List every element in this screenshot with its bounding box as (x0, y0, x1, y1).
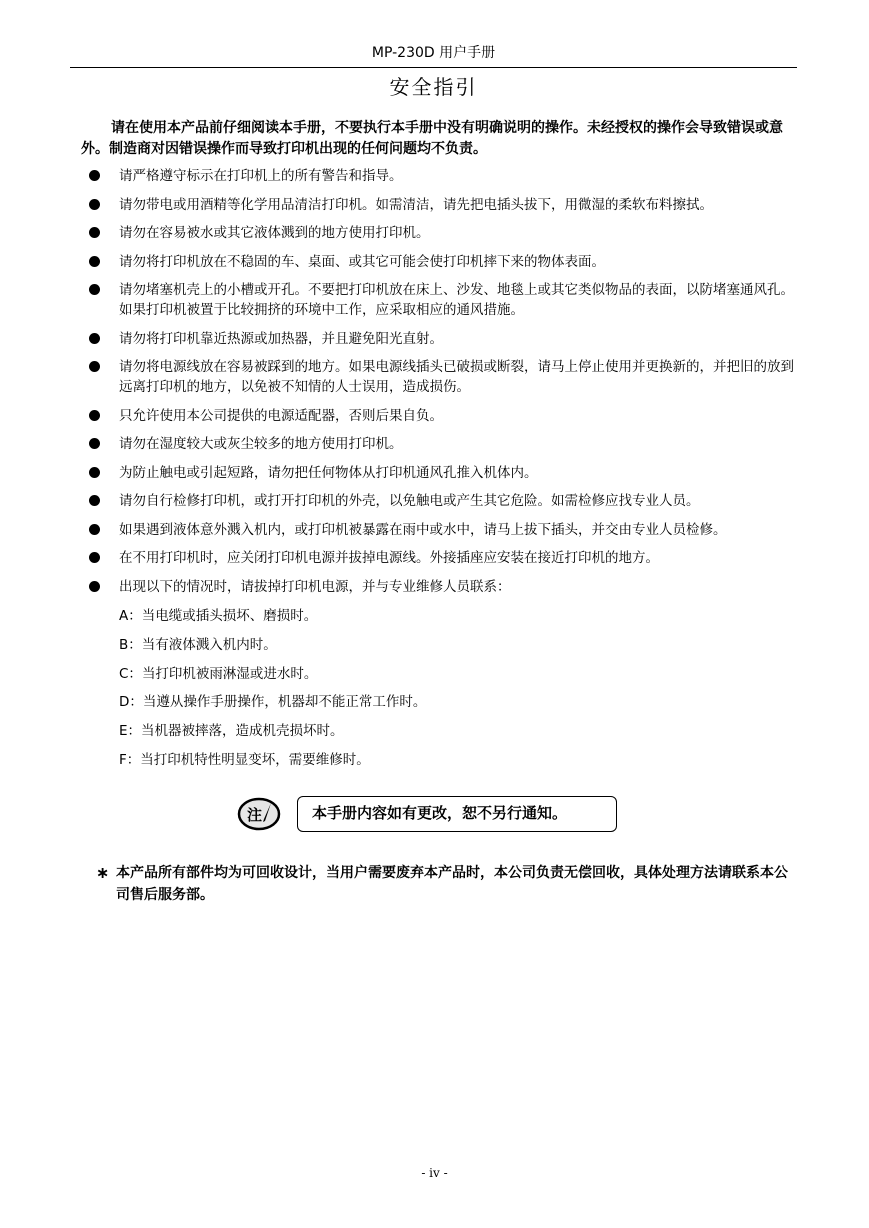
condition-text: 当机器被摔落，造成机壳损坏时。 (141, 723, 344, 740)
condition-item (119, 750, 426, 770)
bullet-icon (89, 199, 100, 210)
list-item (85, 577, 805, 597)
list-item-text: 请勿将电源线放在容易被踩到的地方。如果电源线插头已破损或断裂，请马上停止使用并更换新的，并把旧的放到远离打印机的地方，以免被不知情的人士误用，造成损伤。 (119, 359, 794, 395)
bullet-icon (89, 495, 100, 506)
condition-item (119, 606, 426, 626)
recycle-text: 本产品所有部件均为可回收设计，当用户需要废弃本产品时，本公司负责无偿回收，具体处理方法请联系本公司售后服务部。 (116, 865, 788, 903)
note-callout (237, 796, 627, 834)
list-item (85, 434, 805, 454)
list-item-text: 出现以下的情况时，请拔掉打印机电源，并与专业维修人员联系： (119, 578, 511, 595)
bullet-icon (89, 581, 100, 592)
bullet-icon (89, 410, 100, 421)
condition-item (119, 664, 426, 684)
page-header: MP-230D 用户手册 (371, 45, 496, 61)
condition-label: C： (119, 665, 142, 682)
list-item (85, 280, 805, 320)
condition-text: 当遵从操作手册操作，机器却不能正常工作时。 (142, 694, 427, 711)
condition-text: 当打印机被雨淋湿或进水时。 (141, 665, 318, 682)
condition-list (119, 606, 426, 779)
list-item (85, 520, 805, 540)
list-item (85, 252, 805, 272)
condition-item (119, 692, 426, 712)
bullet-icon (89, 284, 100, 295)
condition-label: B： (119, 636, 142, 653)
bullet-icon (89, 256, 100, 267)
list-item-text: 请勿将打印机靠近热源或加热器，并且避免阳光直射。 (119, 330, 443, 347)
list-item-text: 为防止触电或引起短路，请勿把任何物体从打印机通风孔推入机体内。 (119, 464, 538, 481)
recycle-notice (96, 862, 798, 906)
list-item (85, 223, 805, 243)
list-item (85, 406, 805, 426)
condition-label: E： (119, 723, 142, 740)
condition-item (119, 721, 426, 741)
condition-item (119, 635, 426, 655)
header-rule (70, 67, 797, 68)
list-item-text: 只允许使用本公司提供的电源适配器，否则后果自负。 (119, 407, 443, 424)
note-text: 本手册内容如有更改，恕不另行通知。 (297, 796, 617, 832)
list-item (85, 463, 805, 483)
list-item (85, 491, 805, 511)
list-item (85, 548, 805, 568)
bullet-icon (89, 524, 100, 535)
condition-text: 当有液体溅入机内时。 (141, 636, 277, 653)
condition-label: D： (119, 694, 143, 711)
list-item-text: 请勿自行检修打印机，或打开打印机的外壳，以免触电或产生其它危险。如需检修应找专业人员。 (119, 493, 700, 509)
bullet-icon (89, 361, 100, 372)
list-item (85, 166, 805, 186)
safety-list (85, 166, 805, 605)
bullet-icon (89, 227, 100, 238)
list-item (85, 329, 805, 349)
note-icon (237, 797, 281, 831)
list-item-text: 请勿带电或用酒精等化学用品清洁打印机。如需清洁，请先把电插头拔下，用微湿的柔软布料擦拭。 (119, 196, 713, 213)
condition-text: 当电缆或插头损坏、磨损时。 (141, 608, 318, 624)
list-item-text: 请勿堵塞机壳上的小槽或开孔。不要把打印机放在床上、沙发、地毯上或其它类似物品的表面，以防堵塞通风孔。如果打印机被置于比较拥挤的环境中工作，应采取相应的通风措施。 (119, 282, 794, 318)
list-item-text: 请勿在容易被水或其它液体溅到的地方使用打印机。 (119, 225, 430, 241)
page-title: 安全指引 (389, 75, 478, 99)
page-number: - iv - (421, 1166, 448, 1180)
list-item-text: 请勿将打印机放在不稳固的车、桌面、或其它可能会使打印机摔下来的物体表面。 (119, 253, 605, 270)
list-item (85, 357, 805, 397)
bullet-icon (89, 467, 100, 478)
list-item-text: 在不用打印机时，应关闭打印机电源并拔掉电源线。外接插座应安装在接近打印机的地方。 (119, 550, 659, 566)
bullet-icon (89, 333, 100, 344)
list-item (85, 195, 805, 215)
list-item-text: 请严格遵守标示在打印机上的所有警告和指导。 (119, 168, 403, 184)
bullet-icon (89, 170, 100, 181)
condition-label: F： (119, 751, 141, 768)
list-item-text: 如果遇到液体意外溅入机内，或打印机被暴露在雨中或水中，请马上拔下插头，并交由专业人员检修。 (119, 521, 727, 538)
asterisk-icon: ∗ (96, 863, 110, 882)
intro-paragraph: 请在使用本产品前仔细阅读本手册，不要执行本手册中没有明确说明的操作。未经授权的操作会导致错误或意外。制造商对因错误操作而导致打印机出现的任何问题均不负责。 (81, 120, 783, 157)
condition-text: 当打印机特性明显变坏，需要维修时。 (140, 751, 370, 768)
bullet-icon (89, 438, 100, 449)
bullet-icon (89, 552, 100, 563)
note-icon-label: 注 (247, 806, 263, 824)
list-item-text: 请勿在湿度较大或灰尘较多的地方使用打印机。 (119, 436, 403, 452)
condition-label: A： (119, 608, 142, 624)
